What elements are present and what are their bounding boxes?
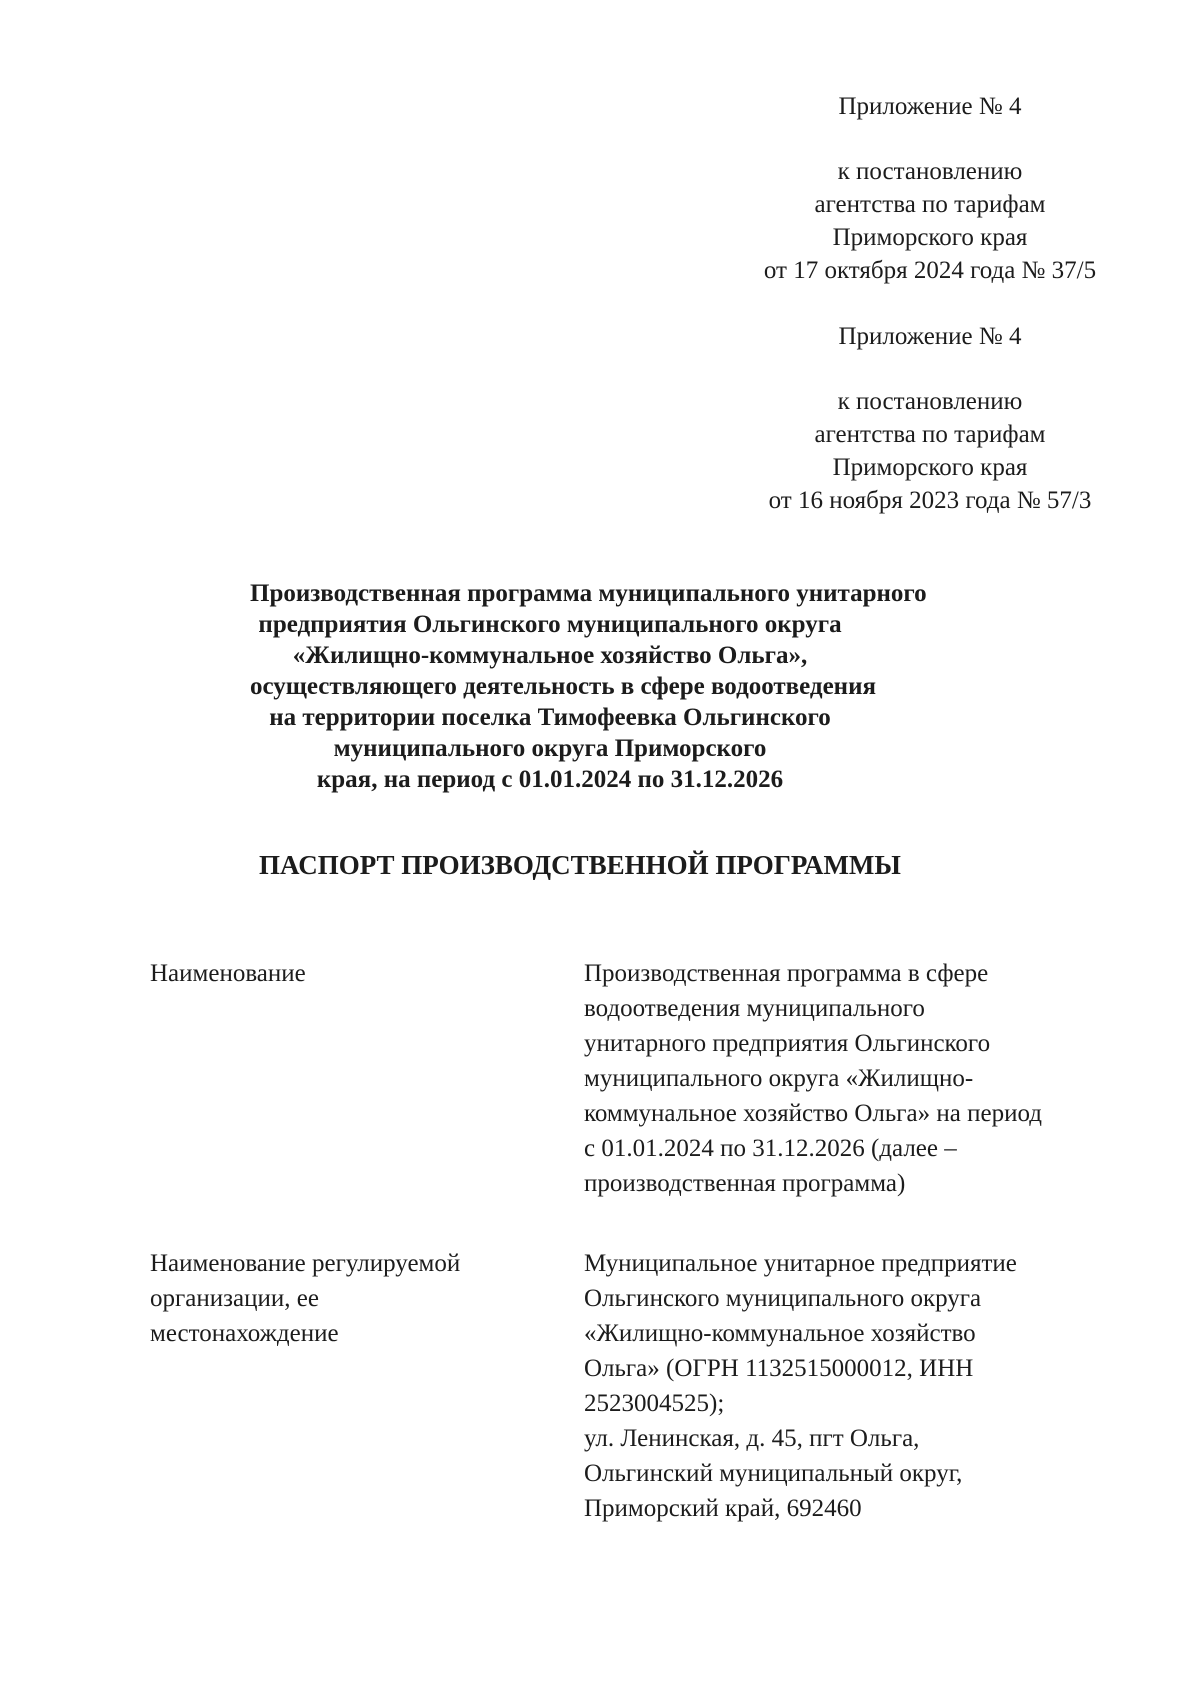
appendix-note-previous <box>700 320 1160 517</box>
passport-row-value <box>584 1246 1124 1526</box>
appendix-line: к постановлению <box>837 158 1023 185</box>
value-line: производственная программа) <box>584 1170 906 1197</box>
label-line: Наименование <box>150 960 306 987</box>
value-line: «Жилищно-коммунальное хозяйство <box>584 1320 976 1347</box>
program-title-line: Производственная программа муниципального унитарного <box>250 580 927 607</box>
passport-heading: ПАСПОРТ ПРОИЗВОДСТВЕННОЙ ПРОГРАММЫ <box>259 850 901 880</box>
value-line: с 01.01.2024 по 31.12.2026 (далее – <box>584 1135 957 1162</box>
label-line: местонахождение <box>150 1320 339 1347</box>
value-line: ул. Ленинская, д. 45, пгт Ольга, <box>584 1425 920 1452</box>
appendix-line: Приморского края <box>832 224 1028 251</box>
appendix-line: к постановлению <box>837 388 1023 415</box>
value-line: коммунальное хозяйство Ольга» на период <box>584 1100 1042 1127</box>
program-title-line: края, на период с 01.01.2024 по 31.12.2026 <box>316 766 784 793</box>
value-line: Муниципальное унитарное предприятие <box>584 1250 1017 1277</box>
appendix-note-current <box>700 90 1160 287</box>
program-title-line: на территории поселка Тимофеевка Ольгинского <box>269 704 831 731</box>
label-line: организации, ее <box>150 1285 319 1312</box>
appendix-title: Приложение № 4 <box>838 93 1022 120</box>
value-line: муниципального округа «Жилищно- <box>584 1065 974 1092</box>
value-line: Производственная программа в сфере <box>584 960 989 987</box>
appendix-date-number: от 17 октября 2024 года № 37/5 <box>763 257 1097 284</box>
appendix-line: Приморского края <box>832 454 1028 481</box>
label-line: Наименование регулируемой <box>150 1250 461 1277</box>
program-title-line: предприятия Ольгинского муниципального округа <box>258 611 842 638</box>
program-title-line: осуществляющего деятельность в сфере водоотведения <box>250 673 877 700</box>
passport-row-value <box>584 956 1124 1201</box>
passport-row-label <box>150 956 550 991</box>
appendix-line: агентства по тарифам <box>814 191 1046 218</box>
value-line: Ольгинского муниципального округа <box>584 1285 982 1312</box>
program-title-line: «Жилищно-коммунальное хозяйство Ольга», <box>292 642 808 669</box>
value-line: 2523004525); <box>584 1390 725 1417</box>
value-line: Ольга» (ОГРН 1132515000012, ИНН <box>584 1355 974 1382</box>
appendix-title: Приложение № 4 <box>838 323 1022 350</box>
passport-row-label <box>150 1246 550 1351</box>
program-title <box>250 578 927 795</box>
value-line: унитарного предприятия Ольгинского <box>584 1030 991 1057</box>
appendix-date-number: от 16 ноября 2023 года № 57/3 <box>768 487 1092 514</box>
value-line: Приморский край, 692460 <box>584 1495 862 1522</box>
value-line: водоотведения муниципального <box>584 995 925 1022</box>
value-line: Ольгинский муниципальный округ, <box>584 1460 963 1487</box>
program-title-line: муниципального округа Приморского <box>333 735 767 762</box>
appendix-line: агентства по тарифам <box>814 421 1046 448</box>
